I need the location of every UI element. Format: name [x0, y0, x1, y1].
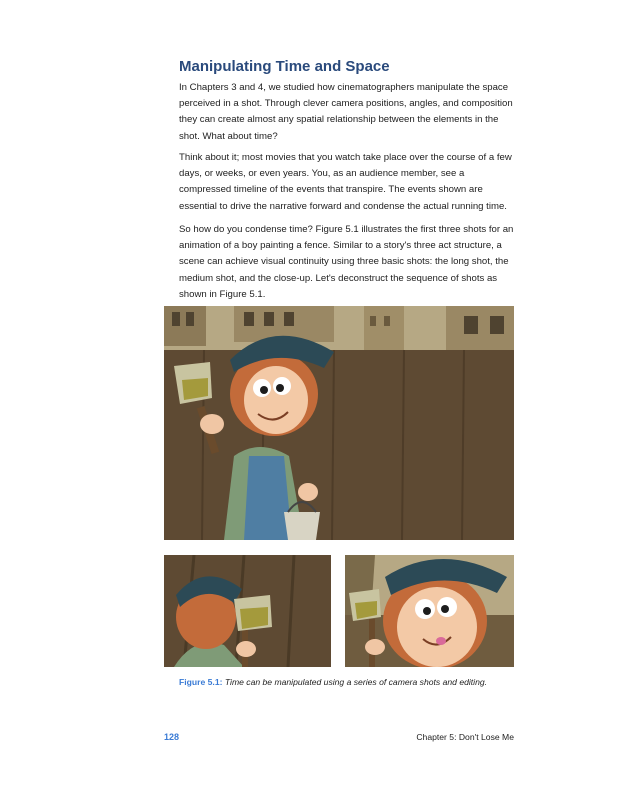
- running-footer-chapter: Chapter 5: Don't Lose Me: [416, 732, 514, 742]
- figure-caption: [179, 677, 487, 687]
- paragraph-3: So how do you condense time? Figure 5.1 illustrates the first three shots for an animation of a boy painting a fence. Similar to a story's three act structure, a scene can achieve visual continuity using three basic shots: the long shot, the medium shot, and the close-up. Let's deconstruct the sequence of shots as shown in Figure 5.1.: [179, 224, 514, 300]
- paragraph-2: Think about it; most movies that you watch take place over the course of a few days, or weeks, or even years. You, as an audience member, see a compressed timeline of the events that transpire. The events shown are essential to drive the narrative forward and condense the actual running time.: [179, 152, 512, 212]
- section-heading: Manipulating Time and Space: [179, 58, 390, 75]
- page-number: 128: [164, 732, 180, 742]
- paragraph-1: In Chapters 3 and 4, we studied how cinematographers manipulate the space perceived in a shot. Through clever camera positions, angles, and composition they can create almost any spatial relationship between the elements in the shot. What about time?: [179, 82, 513, 142]
- figure-long-shot-image: [164, 306, 514, 540]
- figure-close-up-image: [345, 555, 514, 667]
- figure-medium-shot-image: [164, 555, 331, 667]
- figure-label: Figure 5.1:: [179, 677, 223, 687]
- figure-caption-text: Time can be manipulated using a series of camera shots and editing.: [224, 677, 488, 687]
